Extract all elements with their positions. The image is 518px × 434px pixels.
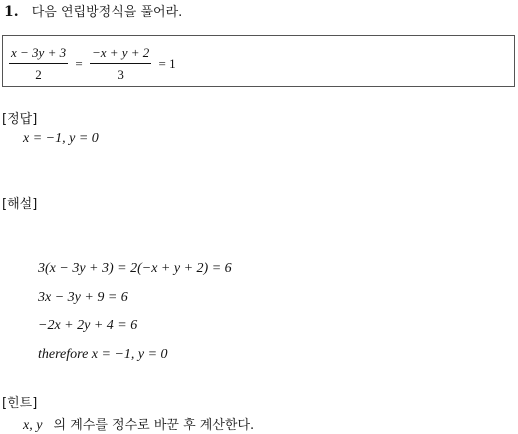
solution-label: [해설] <box>2 197 38 212</box>
equals-sign: = <box>75 56 83 71</box>
fraction-left-denominator: 2 <box>35 67 42 82</box>
fraction-right-denominator: 3 <box>117 67 124 82</box>
fraction-right <box>90 45 151 83</box>
problem-heading <box>4 1 182 20</box>
hint-variables: x, y <box>23 418 43 433</box>
hint-line <box>23 414 254 434</box>
fraction-left-numerator: x − 3y + 3 <box>9 45 68 64</box>
answer-value: x = −1, y = 0 <box>23 131 99 146</box>
problem-number: 1. <box>4 4 19 20</box>
hint-label: [힌트] <box>2 396 38 411</box>
fraction-left <box>9 45 68 83</box>
hint-text: 의 계수를 정수로 바꾼 후 계산한다. <box>53 418 255 433</box>
solution-step-1: 3(x − 3y + 3) = 2(−x + y + 2) = 6 <box>38 261 232 276</box>
fraction-right-numerator: −x + y + 2 <box>90 45 151 64</box>
problem-text: 다음 연립방정식을 풀어라. <box>31 5 183 20</box>
solution-step-3: −2x + 2y + 4 = 6 <box>38 318 138 333</box>
solution-step-4: therefore x = −1, y = 0 <box>38 347 168 362</box>
equation <box>9 45 180 83</box>
answer-label: [정답] <box>2 112 38 127</box>
solution-step-2: 3x − 3y + 9 = 6 <box>38 290 128 305</box>
equals-one: = 1 <box>158 56 176 71</box>
equation-box <box>2 35 515 87</box>
